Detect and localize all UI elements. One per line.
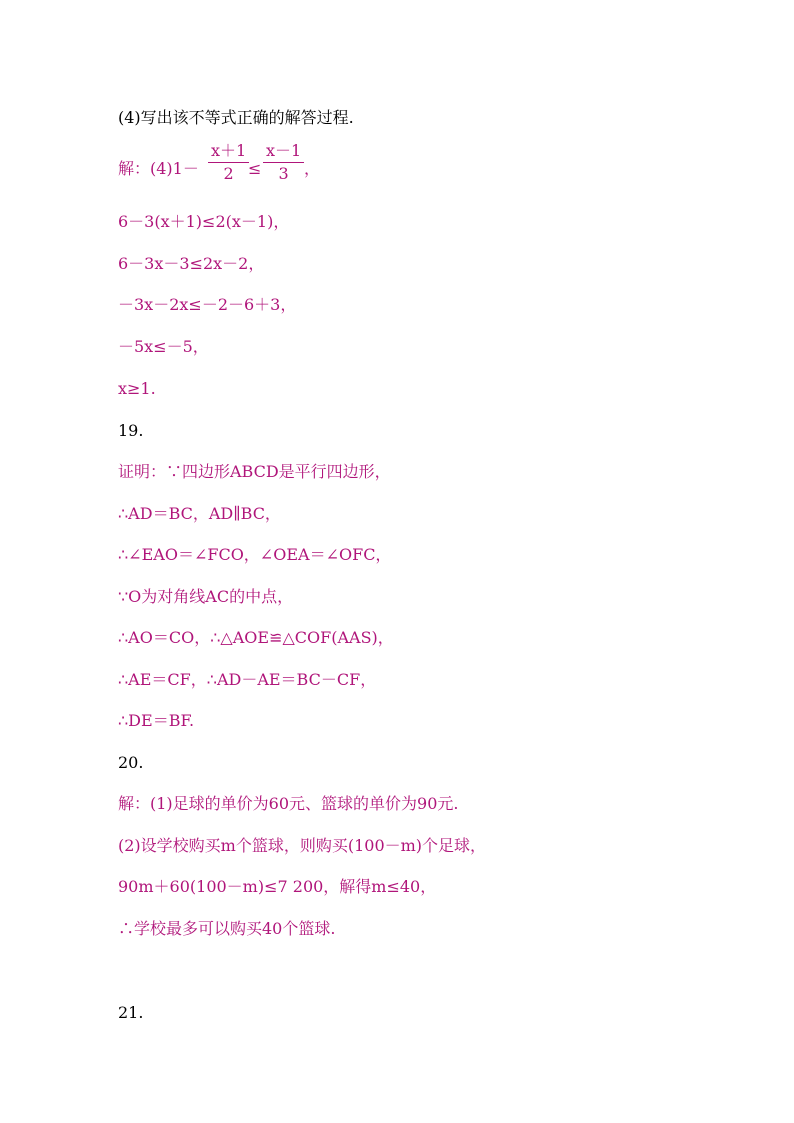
proof-line: ∴DE＝BF.: [118, 711, 195, 730]
solution-step: 6－3(x＋1)≤2(x－1)，: [118, 212, 290, 231]
proof-line: ∴∠EAO＝∠FCO，∠OEA＝∠OFC，: [118, 545, 392, 564]
fraction1-denominator: 2: [223, 164, 234, 183]
solution-step: －5x≤－5，: [118, 337, 209, 356]
question-number-20: 20.: [118, 753, 144, 772]
solution-step: －3x－2x≤－2－6＋3，: [118, 295, 297, 314]
proof-line: ∴AO＝CO，∴△AOE≌△COF(AAS)，: [118, 628, 394, 647]
solution-step: 6－3x－3≤2x－2，: [118, 254, 265, 273]
part4-heading: (4)写出该不等式正确的解答过程.: [118, 108, 354, 127]
fraction-x-plus-1-over-2: [208, 142, 249, 183]
question-number-19: 19.: [118, 421, 144, 440]
fraction-x-minus-1-over-3: [263, 142, 304, 183]
fraction2-numerator: x－1: [263, 142, 304, 163]
fraction2-denominator: 3: [278, 164, 289, 183]
solution-line: 90m＋60(100－m)≤7 200，解得m≤40，: [118, 877, 437, 896]
solution-line: ∴学校最多可以购买40个篮球.: [118, 919, 336, 938]
solution-line: (2)设学校购买m个篮球，则购买(100－m)个足球，: [118, 836, 487, 855]
le-sign: ≤: [248, 159, 262, 178]
line1-suffix: ，: [304, 159, 321, 178]
proof-line: ∵O为对角线AC的中点，: [118, 587, 294, 606]
proof-line: ∴AE＝CF，∴AD－AE＝BC－CF，: [118, 670, 377, 689]
proof-line: ∴AD＝BC，AD∥BC，: [118, 504, 281, 523]
solution-step: x≥1.: [118, 379, 156, 398]
proof-line: 证明：∵四边形ABCD是平行四边形，: [118, 462, 391, 481]
question-number-21: 21.: [118, 1003, 144, 1022]
solution-line1-prefix: 解：(4)1－: [118, 159, 199, 178]
solution-line: 解：(1)足球的单价为60元、篮球的单价为90元.: [118, 794, 459, 813]
fraction1-numerator: x＋1: [208, 142, 249, 163]
